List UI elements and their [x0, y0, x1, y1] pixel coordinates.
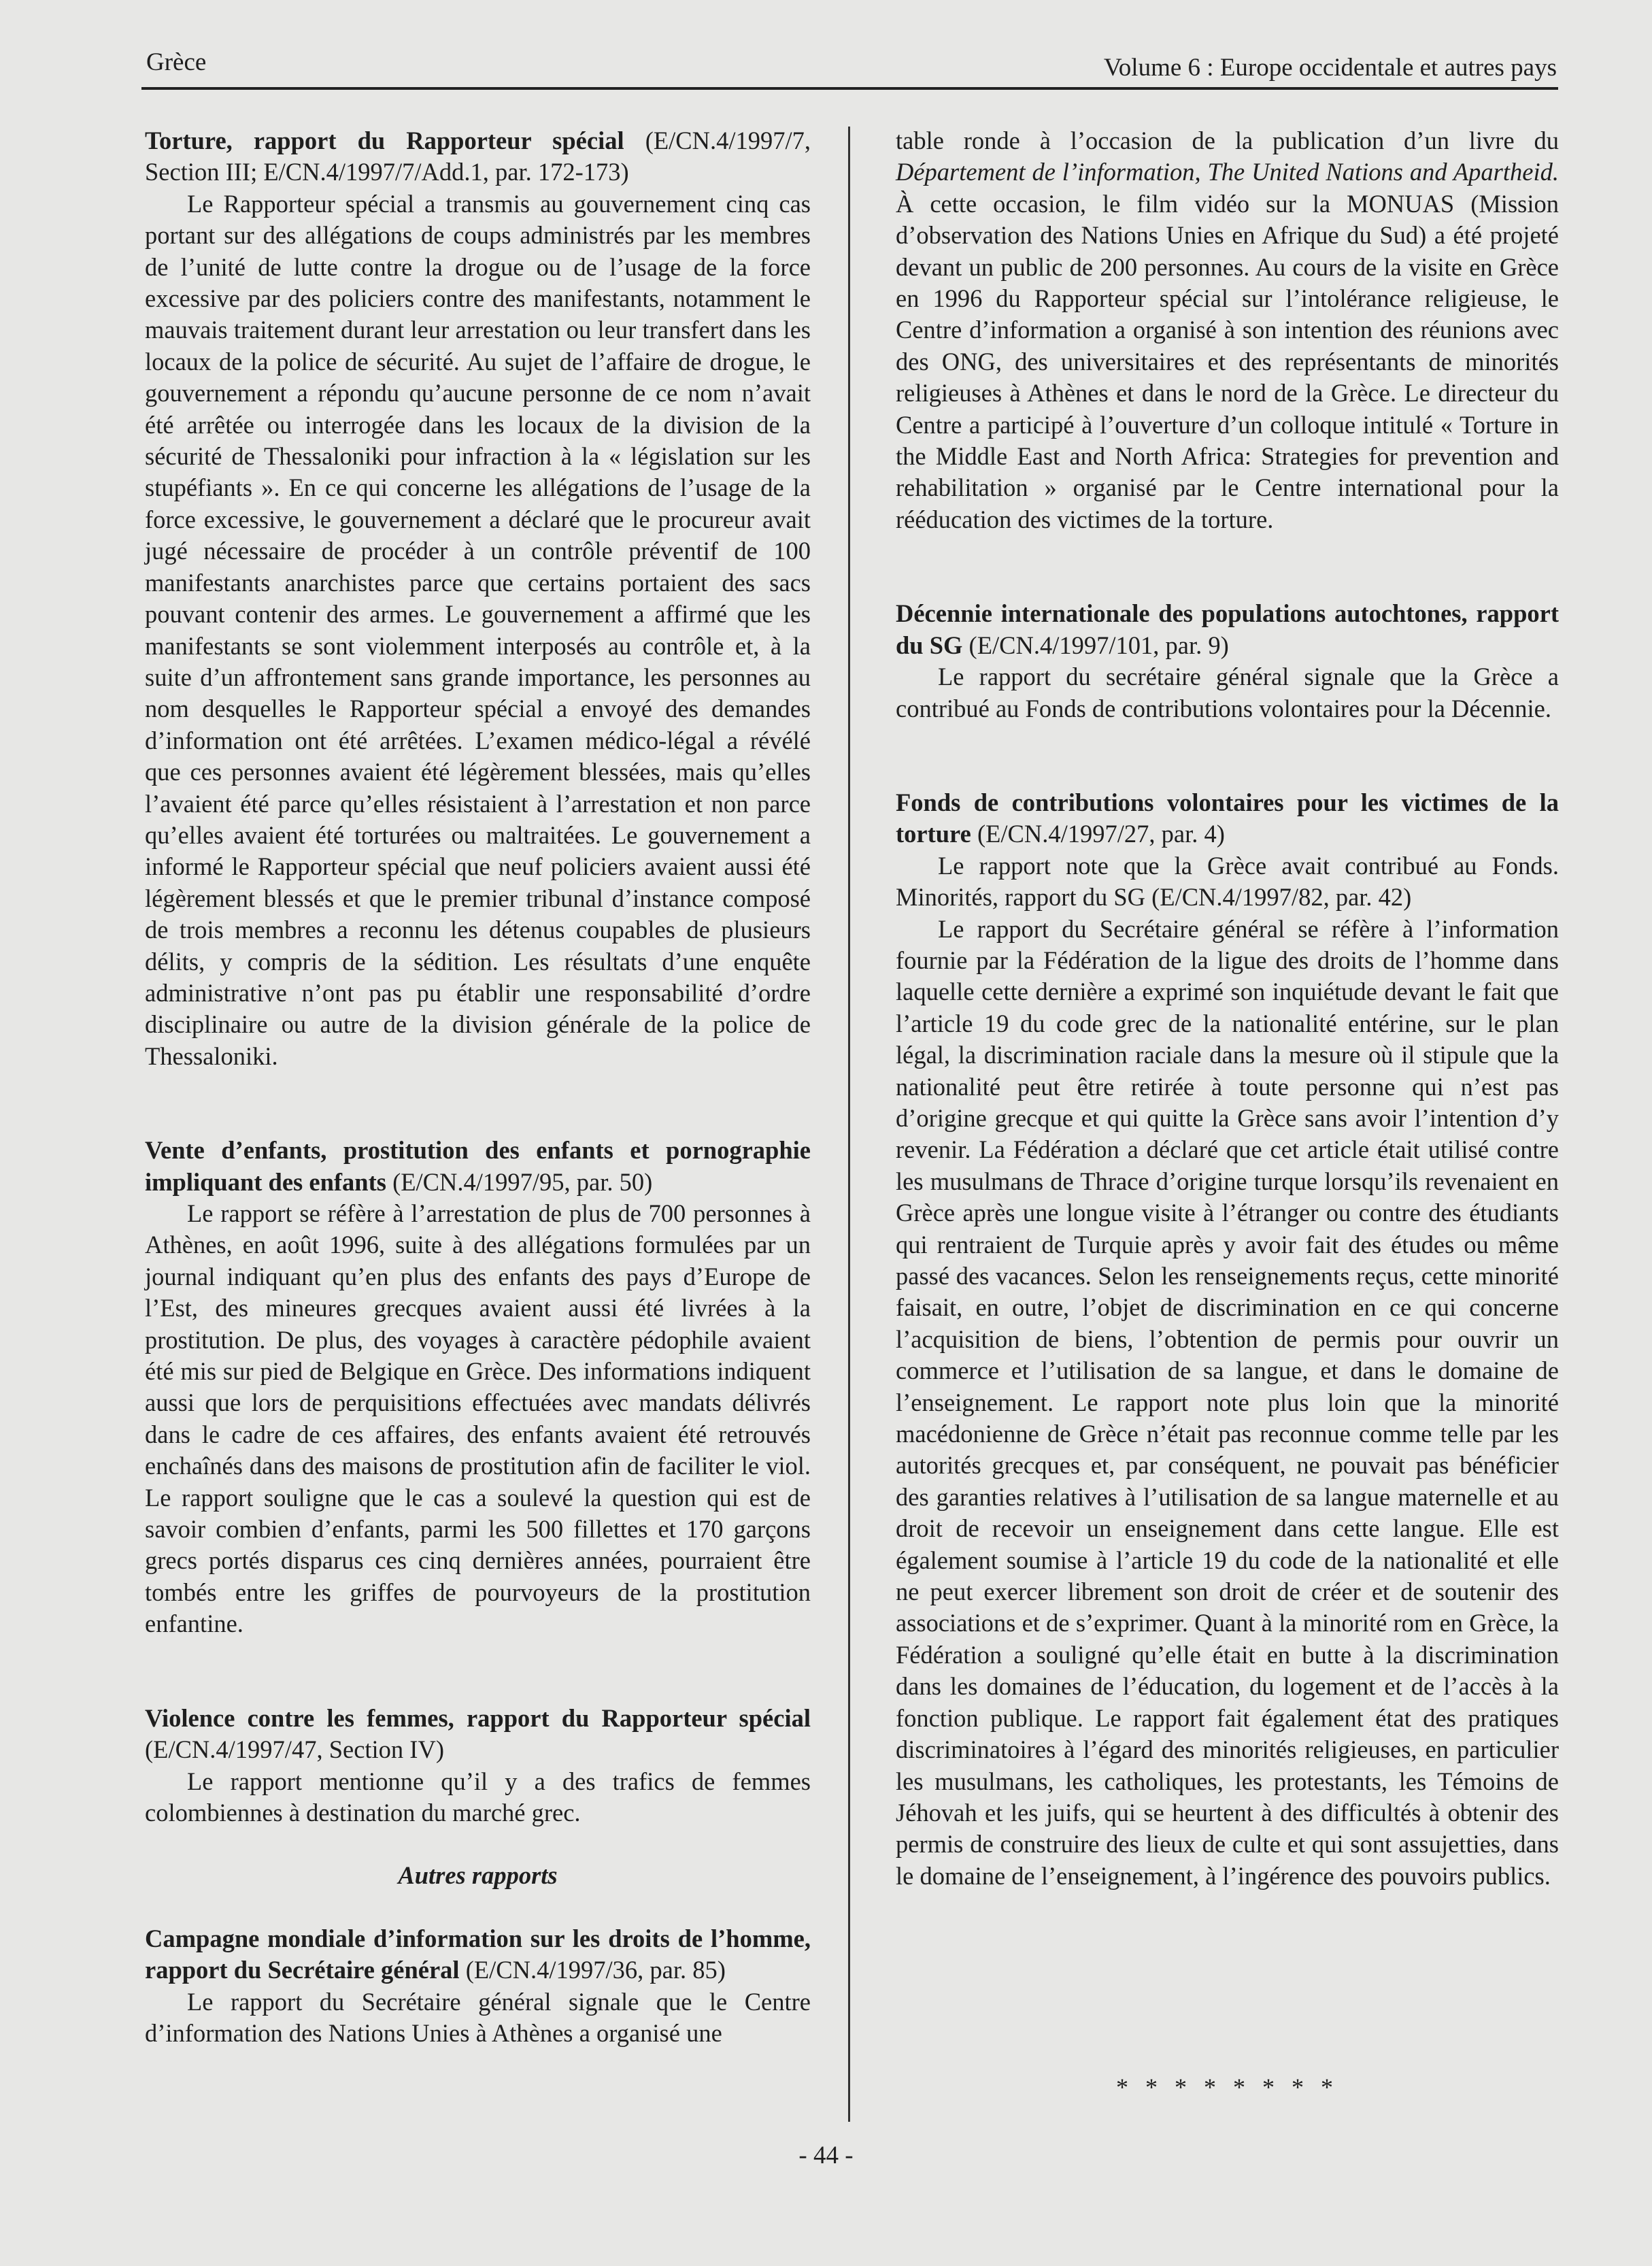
section-heading: Torture, rapport du Rapporteur spécial — [145, 127, 624, 154]
section-torture-paragraph: Le Rapporteur spécial a transmis au gouvernement cinq cas portant sur des allégations de coups administrés par les membres de l’unité de lutte contre la drogue ou de l’usage de la force excessive par des policiers contre des manifestants, notamment le mauvais traitement durant leur arrestation ou leur transfert dans les locaux de la police de sécurité. Au sujet de l’affaire de drogue, le gouvernement a répondu qu’aucune personne de ce nom n’avait été arrêtée ou interrogée dans les locaux de la division de la sécurité de Thessaloniki pour infraction à la « législation sur les stupéfiants ». En ce qui concerne les allégations de l’usage de la force excessive, le gouvernement a déclaré que le procureur avait jugé nécessaire de procéder à un contrôle préventif de 100 manifestants anarchistes parce que certains portaient des sacs pouvant contenir des armes. Le gouvernement a affirmé que les manifestants se sont violemment interposés au contrôle et, à la suite d’un affrontement sans grande importance, les personnes au nom desquelles le Rapporteur spécial a envoyé des demandes d’information ont été arrêtées. L’examen médico-légal a révélé que ces personnes avaient été légèrement blessées, mais qu’elles l’avaient été parce qu’elles résistaient à l’arrestation et non parce qu’elles avaient été torturées ou maltraitées. Le gouvernement a informé le Rapporteur spécial que neuf policiers avaient aussi été légèrement blessés et que le premier tribunal d’instance composé de trois membres a reconnu les détenus coupables de plusieurs délits, y compris de la sédition. Les résultats d’une enquête administrative n’ont pas pu établir une responsabilité d’ordre disciplinaire ou autre de la division générale de la police de Thessaloniki. — [145, 189, 811, 1070]
section-campagne-paragraph: Le rapport du Secrétaire général signale que le Centre d’information des Nations Unies à Athènes a organisé une — [145, 1987, 811, 2047]
running-header-volume: Volume 6 : Europe occidentale et autres pays — [1103, 54, 1557, 82]
section-reference: (E/CN.4/1997/47, Section IV) — [145, 1735, 444, 1764]
section-decennie-heading — [896, 598, 1559, 661]
section-campagne-continuation — [896, 125, 1559, 535]
section-torture-heading — [145, 125, 811, 188]
section-heading: Violence contre les femmes, rapport du Rapporteur spécial — [145, 1703, 811, 1732]
section-spacer — [145, 1829, 811, 1860]
section-spacer — [145, 1072, 811, 1135]
section-fonds-heading — [896, 787, 1559, 850]
section-spacer — [145, 1892, 811, 1923]
section-campagne-heading — [145, 1923, 811, 1986]
section-reference: (E/CN.4/1997/36, par. 85) — [465, 1956, 726, 1984]
section-violence-heading — [145, 1703, 811, 1766]
section-reference: (E/CN.4/1997/95, par. 50) — [392, 1167, 653, 1196]
column-divider — [848, 127, 850, 2122]
section-vente-heading — [145, 1135, 811, 1198]
section-heading: Campagne mondiale d’information sur les droits de l’homme, rapport du Secrétaire général — [145, 1924, 811, 1984]
section-end-asterisks: * * * * * * * * — [1116, 2073, 1338, 2101]
section-spacer — [896, 724, 1559, 787]
section-reference: (E/CN.4/1997/27, par. 4) — [977, 820, 1225, 848]
section-vente-paragraph: Le rapport se réfère à l’arrestation de plus de 700 personnes à Athènes, en août 1996, suite à des allégations formulées par un journal indiquant qu’en plus des enfants des pays d’Europe de l’Est, des mineures grecques avaient aussi été livrées à la prostitution. De plus, des voyages à caractère pédophile avaient été mis sur pied de Belgique en Grèce. Des informations indiquent aussi que lors de perquisitions effectuées avec mandats délivrés dans le cadre de ces affaires, des enfants avaient été retrouvés enchaînés dans des maisons de prostitution afin de faciliter le viol. Le rapport souligne que le cas a soulevé la question qui est de savoir combien d’enfants, parmi les 500 fillettes et 170 garçons grecs portés disparus ces cinq dernières années, pourraient être tombés entre les griffes de pourvoyeurs de la prostitution enfantine. — [145, 1199, 811, 1638]
right-column — [896, 125, 1559, 1892]
left-column — [145, 125, 811, 2049]
section-heading: Fonds de contributions volontaires pour les victimes de la torture — [896, 788, 1559, 848]
section-decennie-paragraph: Le rapport du secrétaire général signale que la Grèce a contribué au Fonds de contributions volontaires pour la Décennie. — [896, 663, 1559, 722]
section-violence-paragraph: Le rapport mentionne qu’il y a des trafics de femmes colombiennes à destination du marché grec. — [145, 1767, 811, 1827]
section-spacer — [896, 535, 1559, 598]
autres-rapports-heading: Autres rapports — [398, 1861, 558, 1890]
section-reference: (E/CN.4/1997/7, Section III; E/CN.4/1997/7/Add.1, par. 172-173) — [145, 127, 811, 186]
continuation-text-start: table ronde à l’occasion de la publication d’un livre du — [896, 127, 1559, 154]
section-minorites-paragraph: Le rapport du Secrétaire général se réfère à l’information fournie par la Fédération de la ligue des droits de l’homme dans laquelle cette dernière a exprimé son inquiétude devant le fait que l’article 19 du code grec de la nationalité entérine, sur le plan légal, la discrimination raciale dans la mesure où il stipule que la nationalité peut être retirée à toute personne qui n’est pas d’origine grecque et qui quitte la Grèce sans avoir l’intention d’y revenir. La Fédération a déclaré que cet article était utilisé contre les musulmans de Thrace d’origine turque lorsqu’ils revenaient en Grèce après une longue visite à l’étranger ou contre des étudiants qui rentraient de Turquie après y avoir fait des études ou même passé des vacances. Selon les renseignements reçus, cette minorité faisait, en outre, l’objet de discrimination en ce qui concerne l’acquisition de biens, l’obtention de permis pour ouvrir un commerce et l’utilisation de sa langue, et dans le domaine de l’enseignement. Le rapport note plus loin que la minorité macédonienne de Grèce n’était pas reconnue comme telle par les autorités grecques et, par conséquent, ne pouvait pas bénéficier des garanties relatives à l’utilisation de sa langue maternelle et au droit de recevoir un enseignement dans cette langue. Elle est également soumise à l’article 19 du code de la nationalité et elle ne peut exercer librement son droit de créer et de soutenir des associations et de s’exprimer. Quant à la minorité rom en Grèce, la Fédération a souligné qu’elle était en butte à la discrimination dans les domaines de l’éducation, du logement et de l’accès à la fonction publique. Le rapport fait également état des pratiques discriminatoires à l’égard des minorités religieuses, en particulier les musulmans, les catholiques, les protestants, les Témoins de Jéhovah et les juifs, qui se heurtent à des difficultés à obtenir des permis de construire des lieux de culte et qui sont assujetties, dans le domaine de l’enseignement, à l’ingérence des pouvoirs publics. — [896, 914, 1559, 1890]
continuation-text-end: À cette occasion, le film vidéo sur la MONUAS (Mission d’observation des Nations Unies en Afrique du Sud) a été projeté devant un public de 200 personnes. Au cours de la visite en Grèce en 1996 du Rapporteur spécial sur l’intolérance religieuse, le Centre d’information a organisé à son intention des réunions avec des ONG, des universitaires et des représentants de minorités religieuses à Athènes et dans le nord de la Grèce. Le directeur du Centre a participé à l’ouverture d’un colloque intitulé « Torture in the Middle East and North Africa: Strategies for prevention and rehabilitation » organisé par le Centre international pour la rééducation des victimes de la torture. — [896, 189, 1559, 533]
header-rule — [141, 87, 1558, 90]
section-heading: Décennie internationale des populations autochtones, rapport du SG — [896, 599, 1559, 659]
book-title: Département de l’information, The United Nations and Apartheid. — [896, 158, 1559, 186]
running-header-country: Grèce — [146, 48, 207, 76]
section-reference: (E/CN.4/1997/101, par. 9) — [968, 631, 1229, 659]
page-number: - 44 - — [798, 2142, 854, 2169]
section-heading: Vente d’enfants, prostitution des enfants et pornographie impliquant des enfants — [145, 1136, 811, 1196]
section-spacer — [145, 1640, 811, 1703]
section-fonds-paragraph-1: Le rapport note que la Grèce avait contribué au Fonds. Minorités, rapport du SG (E/CN.4/1997/82, par. 42) — [896, 851, 1559, 912]
